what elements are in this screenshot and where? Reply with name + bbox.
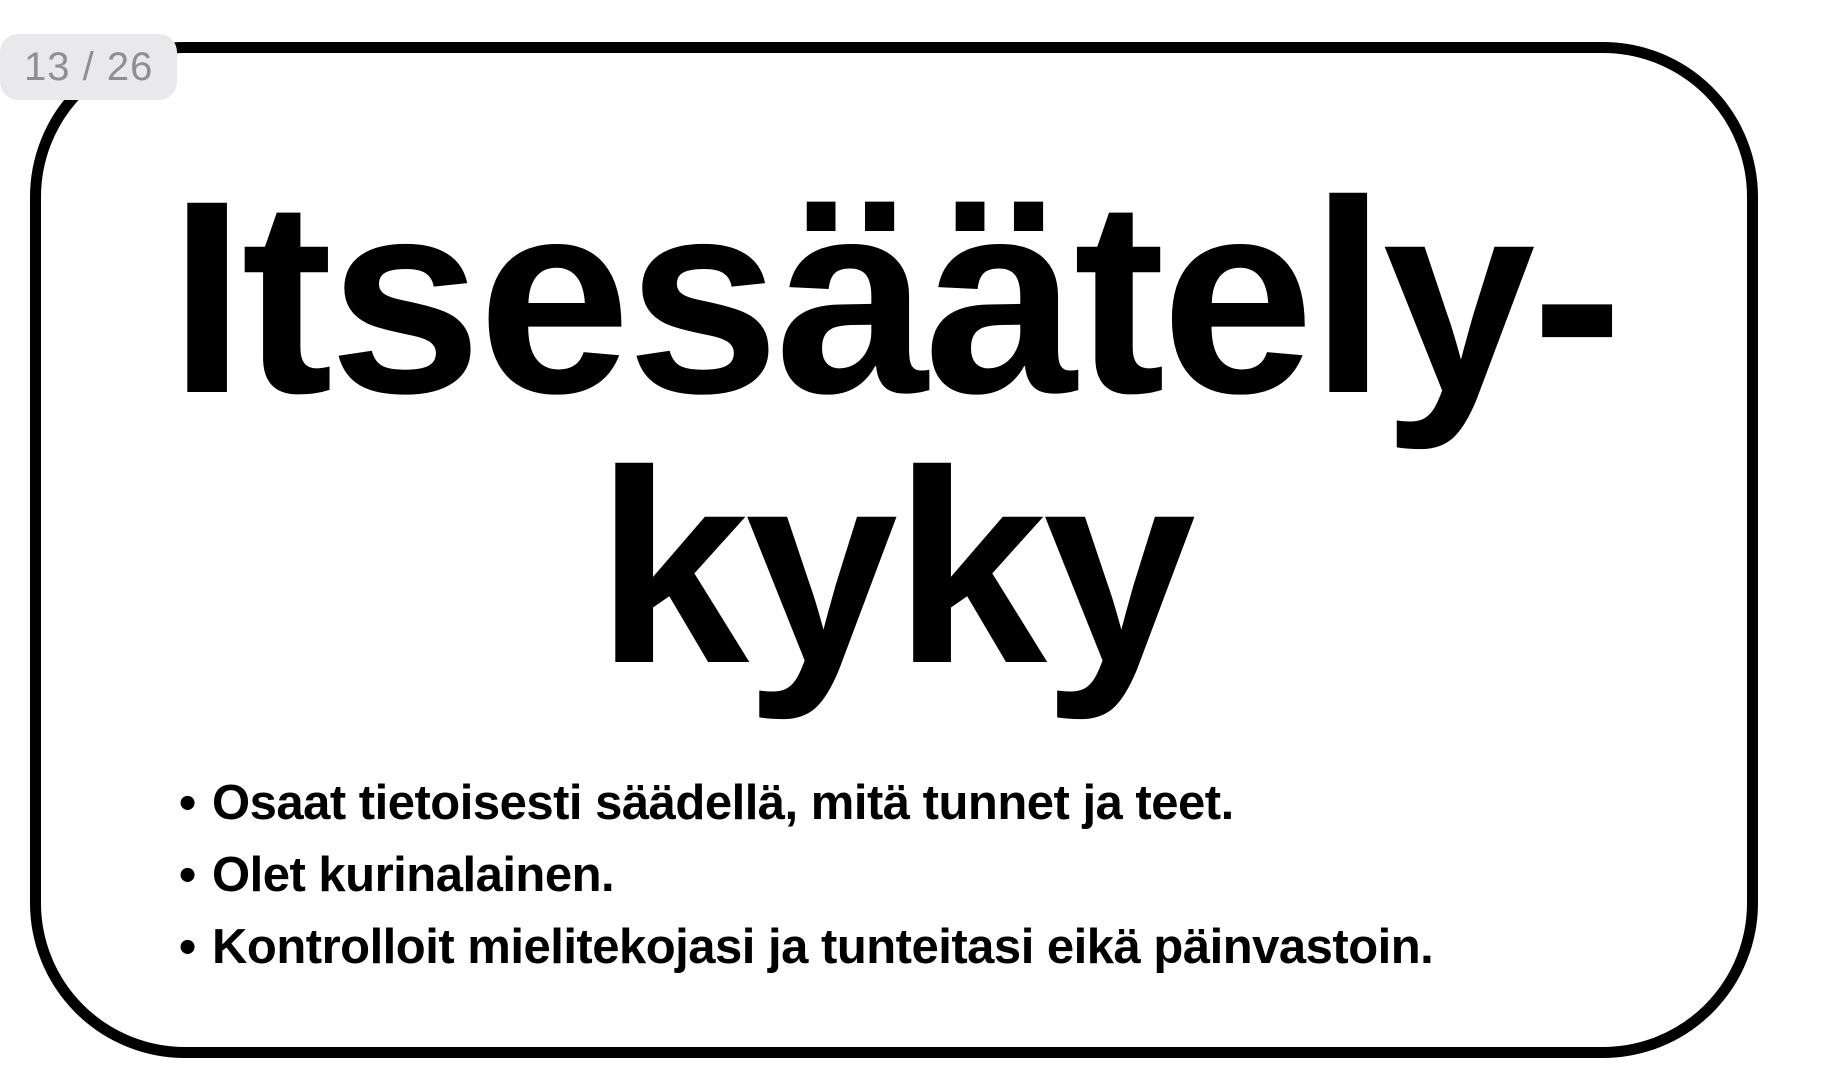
title-line-2: kyky bbox=[596, 414, 1192, 721]
bullet-list bbox=[41, 767, 1747, 983]
bullet-item bbox=[179, 767, 1727, 839]
bullet-marker-icon: • bbox=[179, 776, 196, 830]
title-line-1: Itsesäätely- bbox=[168, 144, 1620, 451]
page-counter-badge bbox=[0, 34, 177, 100]
bullet-item bbox=[179, 911, 1727, 983]
bullet-text: Kontrolloit mielitekojasi ja tunteitasi eikä päinvastoin. bbox=[212, 920, 1434, 974]
bullet-item bbox=[179, 839, 1727, 911]
bullet-marker-icon: • bbox=[179, 848, 196, 902]
bullet-marker-icon: • bbox=[179, 920, 196, 974]
page-counter-label: 13 / 26 bbox=[24, 44, 154, 89]
bullet-text: Olet kurinalainen. bbox=[212, 848, 615, 902]
card-title bbox=[41, 144, 1747, 721]
bullet-text: Osaat tietoisesti säädellä, mitä tunnet ja teet. bbox=[212, 776, 1234, 830]
flashcard[interactable] bbox=[30, 42, 1758, 1058]
